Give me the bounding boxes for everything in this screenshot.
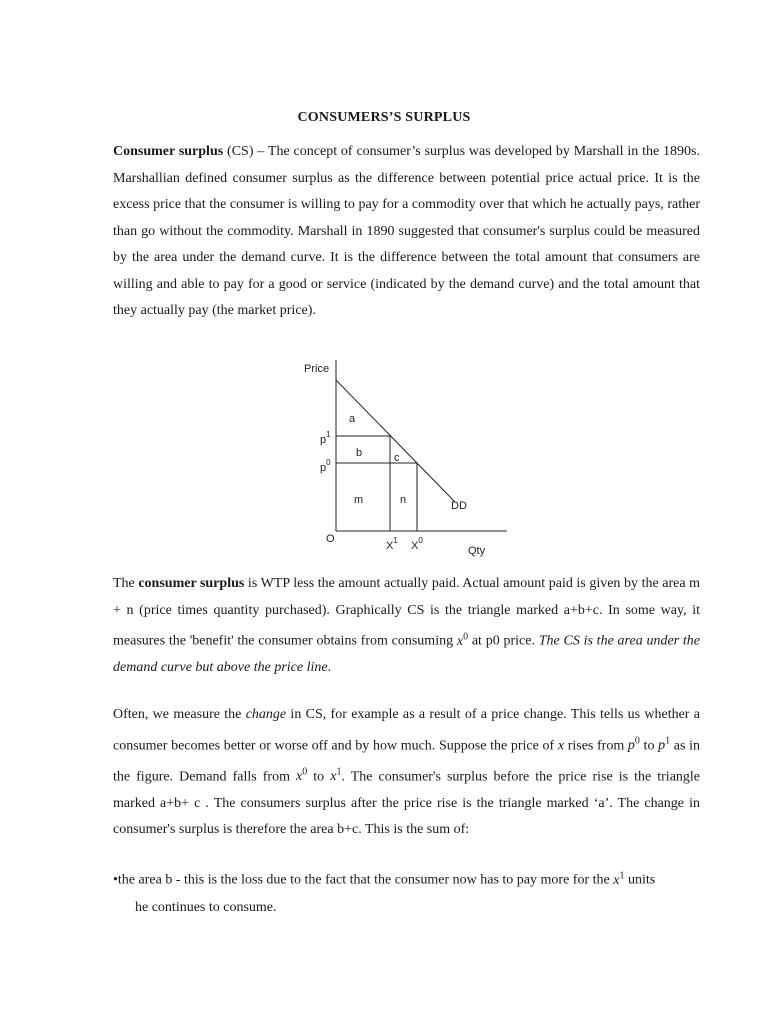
math-x1: $x^1$	[330, 766, 342, 785]
x0-label: $X^0$	[411, 536, 423, 552]
bullet-mark: •	[113, 872, 118, 888]
text-span: is WTP less the amount actually paid. Actual amount paid is given by the area m + n (price times quantity purchased). Graphically CS is the triangle marked a+b+c. In some way, it measures the 'benefit' the consumer obtains from consuming	[113, 576, 701, 649]
text-span: . The consumer's surplus before the price rise is the triangle marked a+b+ c . The consumers surplus after the price rise is the triangle marked ‘a’. The change in consumer's surplus is therefore the area b+c. This is the sum of:	[113, 769, 701, 838]
p0-label: $p^0$	[320, 458, 331, 474]
x1-label: $X^1$	[386, 536, 398, 552]
area-b-label: b	[356, 447, 363, 459]
term-consumer-surplus-2: consumer surplus	[138, 576, 245, 591]
text-span: .	[327, 660, 332, 676]
text-span: at p0 price.	[468, 633, 539, 649]
text-span: Often, we measure the	[113, 707, 246, 722]
change-in-cs-paragraph	[113, 702, 700, 844]
demand-curve-label: DD	[451, 500, 467, 512]
definition-paragraph	[113, 139, 700, 325]
area-c-label: c	[394, 452, 400, 464]
math-p0: $p^0$	[627, 735, 640, 754]
area-n-label: n	[400, 494, 407, 506]
area-a-label: a	[349, 413, 356, 425]
text-span: the area b - this is the loss due to the fact that the consumer now has to pay more for the	[117, 872, 614, 888]
definition-text: (CS) – The concept of consumer’s surplus was developed by Marshall in the 1890s. Marshallian defined consumer surplus as the difference between potential price actual price. It is the excess price that the consumer is willing to pay for a commodity over that which he actually pays, rather than go without the commodity. Marshall in 1890 suggested that consumer's surplus could be measured by the area under the demand curve. It is the difference between the total amount that consumers are willing and able to pay for a good or service (indicated by the demand curve) and the total amount that they actually pay (the market price).	[113, 144, 701, 318]
qty-axis-label: Qty	[468, 545, 486, 557]
math-x: x	[557, 738, 565, 754]
bullet-item-area-b	[113, 862, 700, 921]
demand-curve-diagram	[290, 350, 520, 565]
math-p1: $p^1$	[658, 735, 671, 754]
math-x0-2: $x^0$	[296, 766, 308, 785]
text-span: The	[113, 576, 139, 591]
text-span: in CS, for example as a result of a price change. This tells us whether a consumer becomes better or worse off and by how much. Suppose the price of	[113, 707, 700, 754]
price-axis-label: Price	[304, 363, 330, 375]
text-span: units	[624, 872, 656, 888]
consumer-surplus-paragraph	[113, 571, 700, 682]
math-x0: $x^0$	[456, 631, 469, 649]
change-italic: change	[245, 707, 287, 722]
text-span: to	[639, 738, 659, 754]
demand-curve-figure	[290, 350, 520, 565]
bullet-continuation: he continues to consume.	[135, 899, 277, 915]
p1-label: $p^1$	[320, 430, 331, 446]
text-span: rises from	[564, 738, 628, 754]
cs-definition-italic: The CS is the area under the demand curve but above the price line	[113, 633, 700, 676]
origin-label: O	[326, 533, 335, 545]
demand-curve-line	[336, 380, 455, 502]
math-x1-bullet: $x^1$	[613, 870, 625, 888]
page-title: CONSUMERS’S SURPLUS	[297, 110, 471, 125]
area-m-label: m	[354, 494, 364, 506]
text-span: to	[307, 769, 331, 785]
term-consumer-surplus: Consumer surplus	[113, 144, 224, 159]
text-span: as in the figure. Demand falls from	[113, 738, 700, 785]
